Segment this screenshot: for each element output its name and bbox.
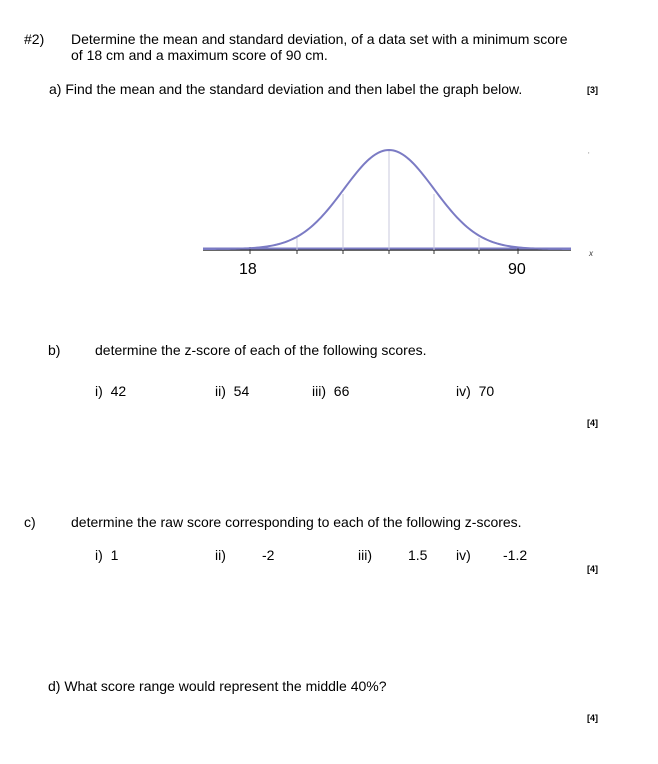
part-d-text: d) What score range would represent the middle 40%? <box>48 678 387 694</box>
part-c-item-3-num: iii) <box>358 547 372 563</box>
part-b-marks: [4] <box>587 418 598 428</box>
graph-max-label: 90 <box>508 261 526 278</box>
axis-x-symbol: x <box>589 249 593 258</box>
part-b-label: b) <box>48 342 61 358</box>
part-c-text: determine the raw score corresponding to each of the following z-scores. <box>71 514 522 530</box>
part-b-item-2: ii) 54 <box>215 383 250 399</box>
part-c-item-3-value: 1.5 <box>408 547 428 563</box>
part-c-item-4-value: -1.2 <box>503 547 528 563</box>
part-c-marks: [4] <box>587 564 598 574</box>
part-b-item-4: iv) 70 <box>456 383 495 399</box>
bell-curve <box>203 150 571 249</box>
part-b-item-1: i) 42 <box>95 383 127 399</box>
part-a-marks: [3] <box>587 85 598 95</box>
part-b-text: determine the z-score of each of the following scores. <box>95 342 427 358</box>
part-b-item-3: iii) 66 <box>312 383 350 399</box>
question-stem-line1: Determine the mean and standard deviation, of a data set with a minimum score <box>71 31 568 47</box>
part-c-item-2-value: -2 <box>262 547 275 563</box>
part-d-marks: [4] <box>587 713 598 723</box>
question-stem-line2: of 18 cm and a maximum score of 90 cm. <box>71 47 328 63</box>
part-a-text: a) Find the mean and the standard deviation and then label the graph below. <box>49 81 523 97</box>
stray-mark: ' <box>588 151 590 160</box>
part-c-item-4-num: iv) <box>456 547 471 563</box>
sd-lines <box>297 150 479 250</box>
part-c-item-1: i) 1 <box>95 547 119 563</box>
normal-curve-graph <box>0 0 658 300</box>
question-number: #2) <box>24 31 45 47</box>
part-c-label: c) <box>24 514 36 530</box>
part-c-item-2-num: ii) <box>215 547 226 563</box>
graph-min-label: 18 <box>239 261 257 278</box>
